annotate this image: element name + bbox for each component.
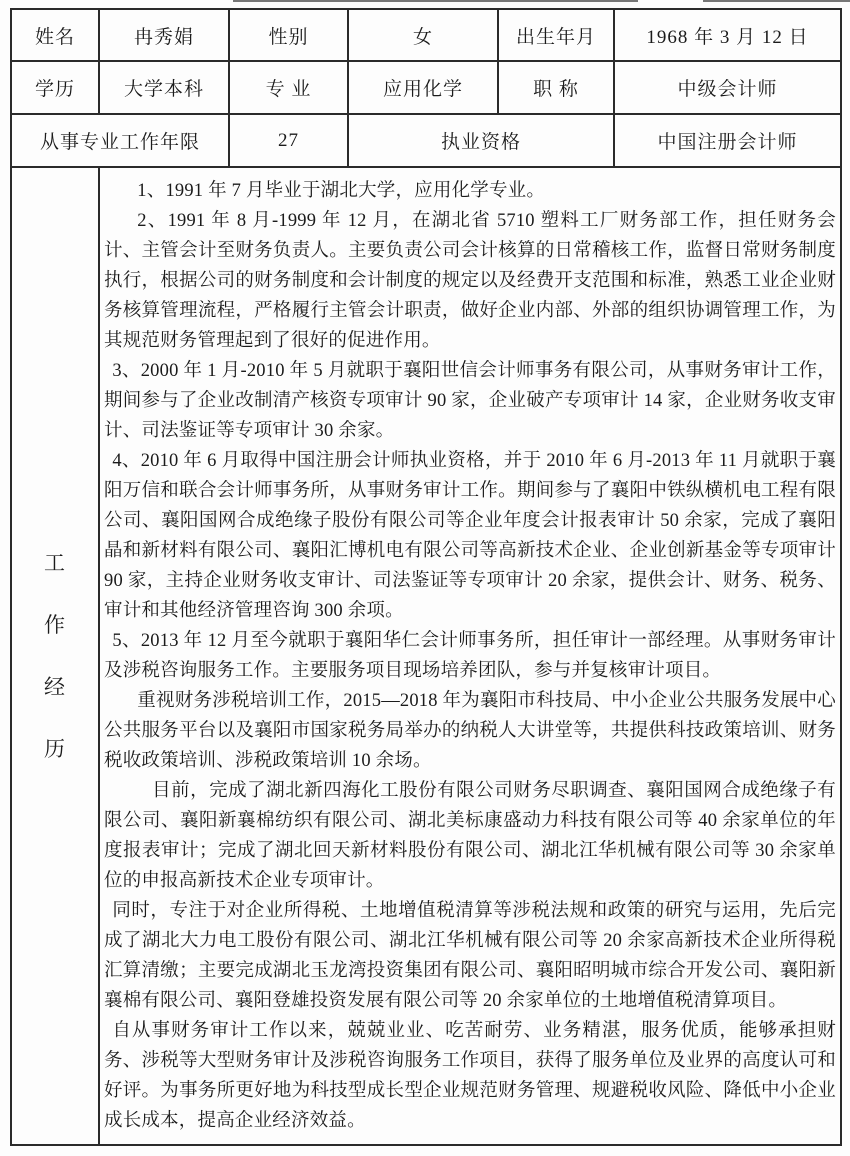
table-row (11, 9, 841, 61)
work-experience-paragraph: 目前，完成了湖北新四海化工股份有限公司财务尽职调查、襄阳国网合成绝缘子有限公司、襄阳新襄棉纺织有限公司、湖北美标康盛动力科技有限公司等 40 余家单位的年度报表审计；完成了湖北回天新材料股份有限公司、湖北江华机械有限公司等 30 余家单位的申报高新技术企业专项审计。 (104, 781, 836, 891)
table-row (11, 114, 841, 167)
gender-label: 性别 (229, 9, 348, 61)
work-experience-content (104, 176, 836, 1136)
work-experience-paragraph: 重视财务涉税培训工作，2015—2018 年为襄阳市科技局、中小企业公共服务发展中心公共服务平台以及襄阳市国家税务局举办的纳税人大讲堂等，共提供科技政策培训、财务税收政策培训、涉税政策培训 10 余场。 (104, 691, 836, 771)
work-experience-paragraph: 2、1991 年 8 月-1999 年 12 月，在湖北省 5710 塑料工厂财务部工作，担任财务会计、主管会计至财务负责人。主要负责公司会计核算的日常稽核工作，监督日常财务制度执行，根据公司的财务制度和会计制度的规定以及经费开支范围和标准，熟悉工业企业财务核算管理流程，严格履行主管会计职责，做好企业内部、外部的组织协调管理工作，为其规范财务管理起到了很好的促进作用。 (104, 211, 836, 351)
table-row (11, 61, 841, 114)
work-years-value: 27 (229, 114, 348, 167)
work-experience-label-char: 工 (44, 550, 66, 575)
work-experience-label-char: 作 (44, 612, 66, 637)
job-title-label: 职 称 (498, 61, 614, 114)
scan-artifact-line (233, 0, 638, 2)
work-experience-label-char: 经 (44, 674, 66, 699)
work-experience-label (11, 167, 99, 1145)
birth-date-value: 1968 年 3 月 12 日 (614, 9, 841, 61)
work-experience-paragraph: 4、2010 年 6 月取得中国注册会计师执业资格，并于 2010 年 6 月-2013 年 11 月就职于襄阳万信和联合会计师事务所，从事财务审计工作。期间参与了襄阳中铁纵横机电工程有限公司、襄阳国网合成绝缘子股份有限公司等企业年度会计报表审计 50 余家，完成了襄阳晶和新材料有限公司、襄阳汇博机电有限公司等高新技术企业、企业创新基金等专项审计 90 家，主持企业财务收支审计、司法鉴证等专项审计 20 余家，提供会计、财务、税务、审计和其他经济管理咨询 300 余项。 (104, 451, 836, 621)
resume-form-table (10, 8, 842, 1146)
work-experience-paragraph: 3、2000 年 1 月-2010 年 5 月就职于襄阳世信会计师事务有限公司，从事财务审计工作，期间参与了企业改制清产核资专项审计 90 家，企业破产专项审计 14 家，企业财务收支审计、司法鉴证等专项审计 30 余家。 (104, 361, 836, 441)
work-experience-vertical-label (16, 550, 94, 761)
table-row (11, 167, 841, 1145)
work-experience-label-char: 历 (44, 736, 66, 761)
work-experience-cell (99, 167, 841, 1145)
education-label: 学历 (11, 61, 99, 114)
job-title-value: 中级会计师 (614, 61, 841, 114)
birth-date-label: 出生年月 (498, 9, 614, 61)
qualification-label: 执业资格 (348, 114, 614, 167)
work-experience-paragraph: 5、2013 年 12 月至今就职于襄阳华仁会计师事务所，担任审计一部经理。从事财务审计及涉税咨询服务工作。主要服务项目现场培养团队，参与并复核审计项目。 (104, 631, 836, 681)
education-value: 大学本科 (99, 61, 229, 114)
name-value: 冉秀娟 (99, 9, 229, 61)
scan-artifact-line (703, 0, 850, 2)
work-experience-paragraph: 自从事财务审计工作以来，兢兢业业、吃苦耐劳、业务精湛，服务优质，能够承担财务、涉税等大型财务审计及涉税咨询服务工作项目，获得了服务单位及业界的高度认可和好评。为事务所更好地为科技型成长型企业规范财务管理、规避税收风险、降低中小企业成长成本，提高企业经济效益。 (104, 1021, 836, 1131)
work-years-label: 从事专业工作年限 (11, 114, 229, 167)
qualification-value: 中国注册会计师 (614, 114, 841, 167)
name-label: 姓名 (11, 9, 99, 61)
work-experience-paragraph: 1、1991 年 7 月毕业于湖北大学，应用化学专业。 (137, 181, 546, 201)
work-experience-paragraph: 同时，专注于对企业所得税、土地增值税清算等涉税法规和政策的研究与运用，先后完成了湖北大力电工股份有限公司、湖北江华机械有限公司等 20 余家高新技术企业所得税汇算清缴；主要完成湖北玉龙湾投资集团有限公司、襄阳昭明城市综合开发公司、襄阳新襄棉有限公司、襄阳登雄投资发展有限公司等 20 余家单位的土地增值税清算项目。 (104, 901, 836, 1011)
gender-value: 女 (348, 9, 498, 61)
major-value: 应用化学 (348, 61, 498, 114)
major-label: 专 业 (229, 61, 348, 114)
